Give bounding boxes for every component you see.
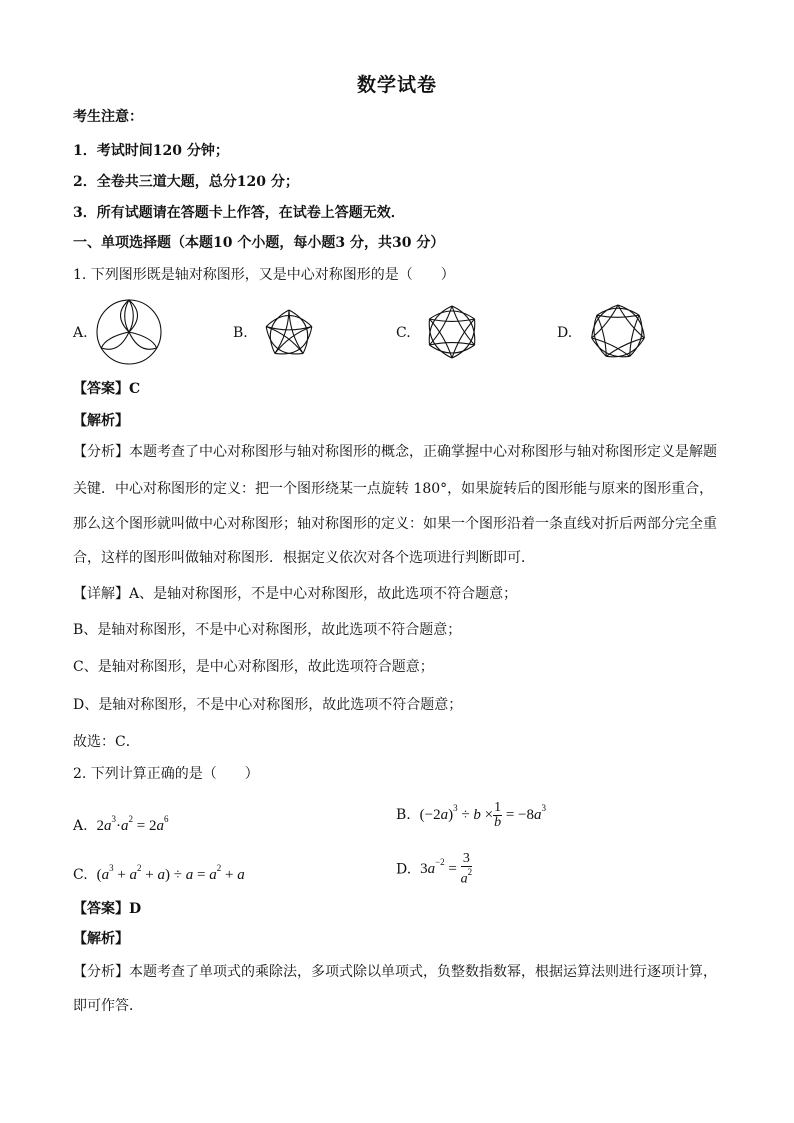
figure-c-six-petal xyxy=(414,294,490,370)
detail-line: D、是轴对称图形，不是中心对称图形，故此选项不符合题意； xyxy=(73,697,463,713)
option-b: B. $(-2a)^3 \div b$ × $\frac{1}{b}$ = $-8a^3$ xyxy=(396,799,546,830)
detail-line: C、是轴对称图形，是中心对称图形，故此选项符合题意； xyxy=(73,659,434,675)
analysis-line: 【分析】本题考查了中心对称图形与轴对称图形的概念，正确掌握中心对称图形与轴对称图形定义是解题 xyxy=(73,444,717,460)
analysis-line: 【分析】本题考查了单项式的乘除法，多项式除以单项式，负整数指数幂，根据运算法则进行逐项计算， xyxy=(73,964,717,980)
option-label-c: C. xyxy=(396,325,411,341)
answer-label: 【答案】D xyxy=(73,901,142,917)
option-c: C. $(a^3 + a^2 + a) \div a = a^2 + a$ xyxy=(73,863,245,883)
analysis-line: 关键．中心对称图形的定义：把一个图形绕某一点旋转 180°，如果旋转后的图形能与原来的图形重合， xyxy=(73,481,714,497)
figure-b-five-petal xyxy=(250,294,328,372)
answer-label: 【答案】C xyxy=(73,381,141,397)
option-label-b: B. xyxy=(233,325,248,341)
notice-item: 1．考试时间120 分钟； xyxy=(73,143,229,159)
detail-line: B、是轴对称图形，不是中心对称图形，故此选项不符合题意； xyxy=(73,622,462,638)
question-stem: 1. 下列图形既是轴对称图形，又是中心对称图形的是（ ） xyxy=(73,267,455,283)
analysis-line: 即可作答． xyxy=(73,998,143,1014)
question-stem: 2. 下列计算正确的是（ ） xyxy=(73,766,259,782)
analysis-line: 那么这个图形就叫做中心对称图形；轴对称图形的定义：如果一个图形沿着一条直线对折后两部分完全重 xyxy=(73,516,717,532)
page-title: 数学试卷 xyxy=(356,74,437,96)
fraction-three-over-a-squared: $\frac{3}{a^2}$ xyxy=(460,851,473,887)
notice-heading: 考生注意： xyxy=(73,109,143,125)
option-label-a: A. xyxy=(73,325,88,341)
analysis-label: 【解析】 xyxy=(73,413,129,429)
fraction-one-over-b: $\frac{1}{b}$ xyxy=(494,799,502,830)
section-heading: 一、单项选择题（本题10 个小题，每小题3 分，共30 分） xyxy=(73,235,445,251)
notice-item: 2．全卷共三道大题，总分120 分； xyxy=(73,174,299,190)
option-label-d: D. xyxy=(557,325,573,341)
notice-item: 3．所有试题请在答题卡上作答，在试卷上答题无效． xyxy=(73,205,405,221)
analysis-label: 【解析】 xyxy=(73,931,129,947)
detail-line: 【详解】A、是轴对称图形，不是中心对称图形，故此选项不符合题意； xyxy=(73,586,518,602)
figure-a-trefoil-circle xyxy=(94,297,164,367)
analysis-line: 合，这样的图形叫做轴对称图形．根据定义依次对各个选项进行判断即可． xyxy=(73,550,535,566)
option-d: D. $3a^{-2}$ = $\frac{3}{a^2}$ xyxy=(396,851,473,887)
figure-d-seven-petal xyxy=(578,294,658,370)
option-a: A. $2a^3\cdot a^2 = 2a^6$ xyxy=(73,814,169,834)
conclusion: 故选：C． xyxy=(73,734,140,750)
